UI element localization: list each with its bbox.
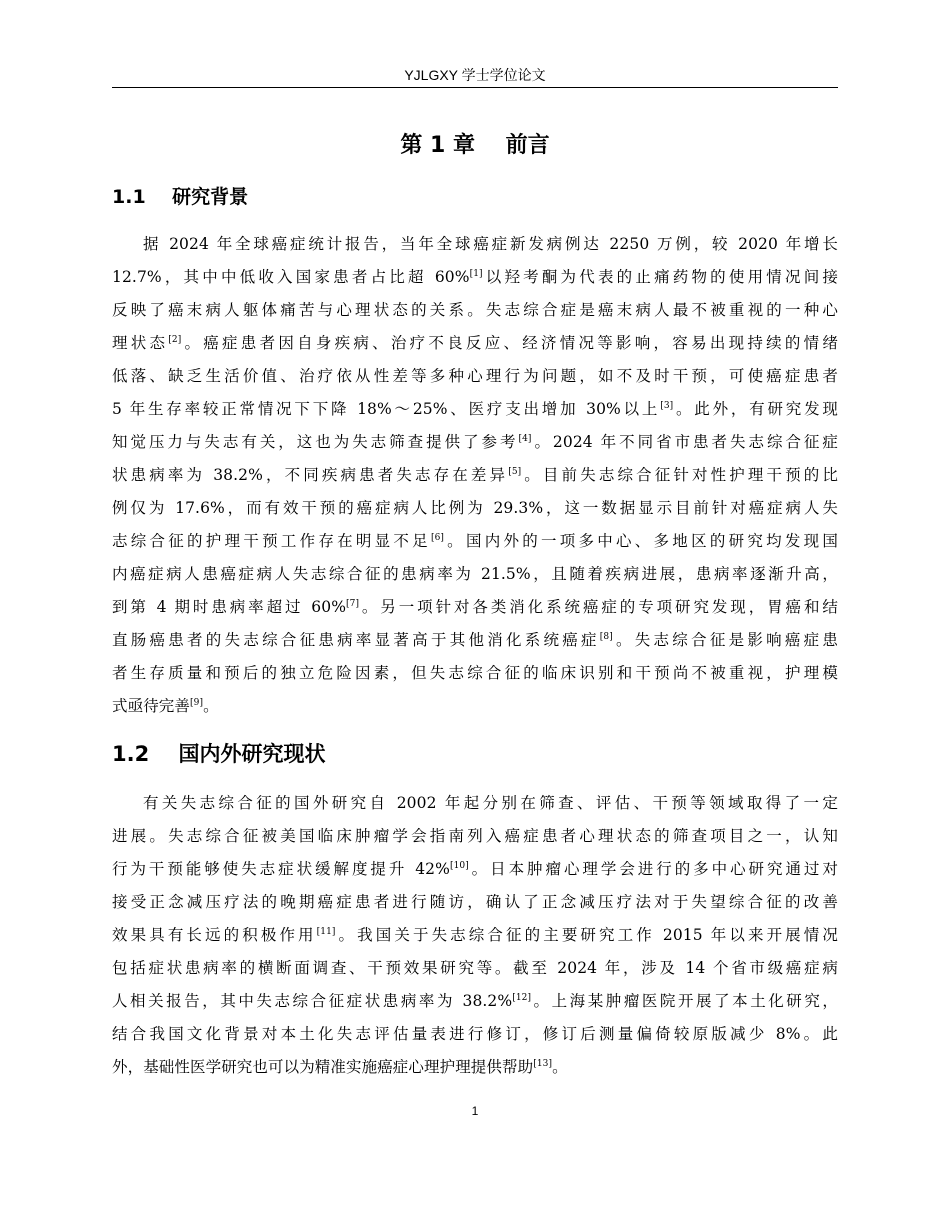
header-rule: [112, 87, 838, 88]
citation-marker: [4]: [518, 434, 532, 444]
text-line: 到第 4 期时患病率超过 60%[7]。另一项针对各类消化系统癌症的专项研究发现，胃癌和结: [112, 598, 838, 616]
citation-marker: [10]: [449, 861, 469, 871]
section-heading-1-1: 1.1 研究背景: [112, 186, 249, 208]
paragraph-research-background: [112, 228, 838, 723]
section-heading-1-2: 1.2 国内外研究现状: [112, 742, 326, 766]
text-line: 5 年生存率较正常情况下下降 18%～25%、医疗支出增加 30%以上[3]。此外，有研究发现: [112, 400, 838, 418]
citation-marker: [11]: [316, 927, 336, 937]
citation-marker: [2]: [168, 335, 182, 345]
text-line: 12.7%，其中中低收入国家患者占比超 60%[1]以羟考酮为代表的止痛药物的使用情况间接: [112, 268, 839, 286]
text-line: 式亟待完善[9]。: [112, 697, 219, 715]
running-header: YJLGXY 学士学位论文: [404, 67, 546, 83]
text-line: 进展。失志综合征被美国临床肿瘤学会指南列入癌症患者心理状态的筛查项目之一，认知: [112, 827, 838, 845]
text-line: 有关失志综合征的国外研究自 2002 年起分别在筛查、评估、干预等领域取得了一定: [143, 794, 838, 812]
text-line: 状患病率为 38.2%，不同疾病患者失志存在差异[5]。目前失志综合征针对性护理干预的比: [112, 466, 838, 484]
text-line: 接受正念减压疗法的晚期癌症患者进行随访，确认了正念减压疗法对于失望综合征的改善: [112, 893, 838, 911]
citation-marker: [13]: [533, 1059, 553, 1069]
text-line: 例仅为 17.6%，而有效干预的癌症病人比例为 29.3%，这一数据显示目前针对癌症病人失: [112, 499, 838, 517]
text-line: 知觉压力与失志有关，这也为失志筛查提供了参考[4]。2024 年不同省市患者失志综合征症: [112, 433, 838, 451]
citation-marker: [8]: [599, 632, 613, 642]
citation-marker: [12]: [512, 993, 532, 1003]
text-line: 包括症状患病率的横断面调查、干预效果研究等。截至 2024 年，涉及 14 个省市级癌症病: [112, 959, 838, 977]
citation-marker: [7]: [346, 599, 360, 609]
text-line: 低落、缺乏生活价值、治疗依从性差等多种心理行为问题，如不及时干预，可使癌症患者: [112, 367, 838, 385]
text-line: 行为干预能够使失志症状缓解度提升 42%[10]。日本肿瘤心理学会进行的多中心研究通过对: [112, 860, 838, 878]
text-line: 人相关报告，其中失志综合征症状患病率为 38.2%[12]。上海某肿瘤医院开展了本土化研究，: [112, 992, 839, 1010]
text-line: 效果具有长远的积极作用[11]。我国关于失志综合征的主要研究工作 2015 年以来开展情况: [112, 926, 838, 944]
page-number: 1: [471, 1104, 479, 1118]
text-line: 内癌症病人患癌症病人失志综合征的患病率为 21.5%，且随着疾病进展，患病率逐渐升高，: [112, 565, 838, 583]
citation-marker: [3]: [660, 401, 674, 411]
text-line: 结合我国文化背景对本土化失志评估量表进行修订，修订后测量偏倚较原版减少 8%。此: [112, 1025, 838, 1043]
chapter-title: 第 1 章 前言: [400, 133, 550, 158]
text-line: 反映了癌末病人躯体痛苦与心理状态的关系。失志综合症是癌末病人最不被重视的一种心: [112, 301, 838, 319]
text-line: 志综合征的护理干预工作存在明显不足[6]。国内外的一项多中心、多地区的研究均发现国: [112, 532, 839, 550]
text-line: 据 2024 年全球癌症统计报告，当年全球癌症新发病例达 2250 万例，较 2020 年增长: [143, 235, 838, 253]
citation-marker: [5]: [508, 467, 522, 477]
text-line: 者生存质量和预后的独立危险因素，但失志综合征的临床识别和干预尚不被重视，护理模: [112, 664, 838, 682]
text-line: 外，基础性医学研究也可以为精准实施癌症心理护理提供帮助[13]。: [112, 1058, 568, 1076]
citation-marker: [9]: [190, 698, 204, 708]
citation-marker: [6]: [430, 533, 445, 543]
text-line: 理状态[2]。癌症患者因自身疾病、治疗不良反应、经济情况等影响，容易出现持续的情绪: [112, 334, 838, 352]
citation-marker: [1]: [469, 269, 483, 279]
text-line: 直肠癌患者的失志综合征患病率显著高于其他消化系统癌症[8]。失志综合征是影响癌症患: [112, 631, 838, 649]
paragraph-research-status: [112, 787, 838, 1084]
